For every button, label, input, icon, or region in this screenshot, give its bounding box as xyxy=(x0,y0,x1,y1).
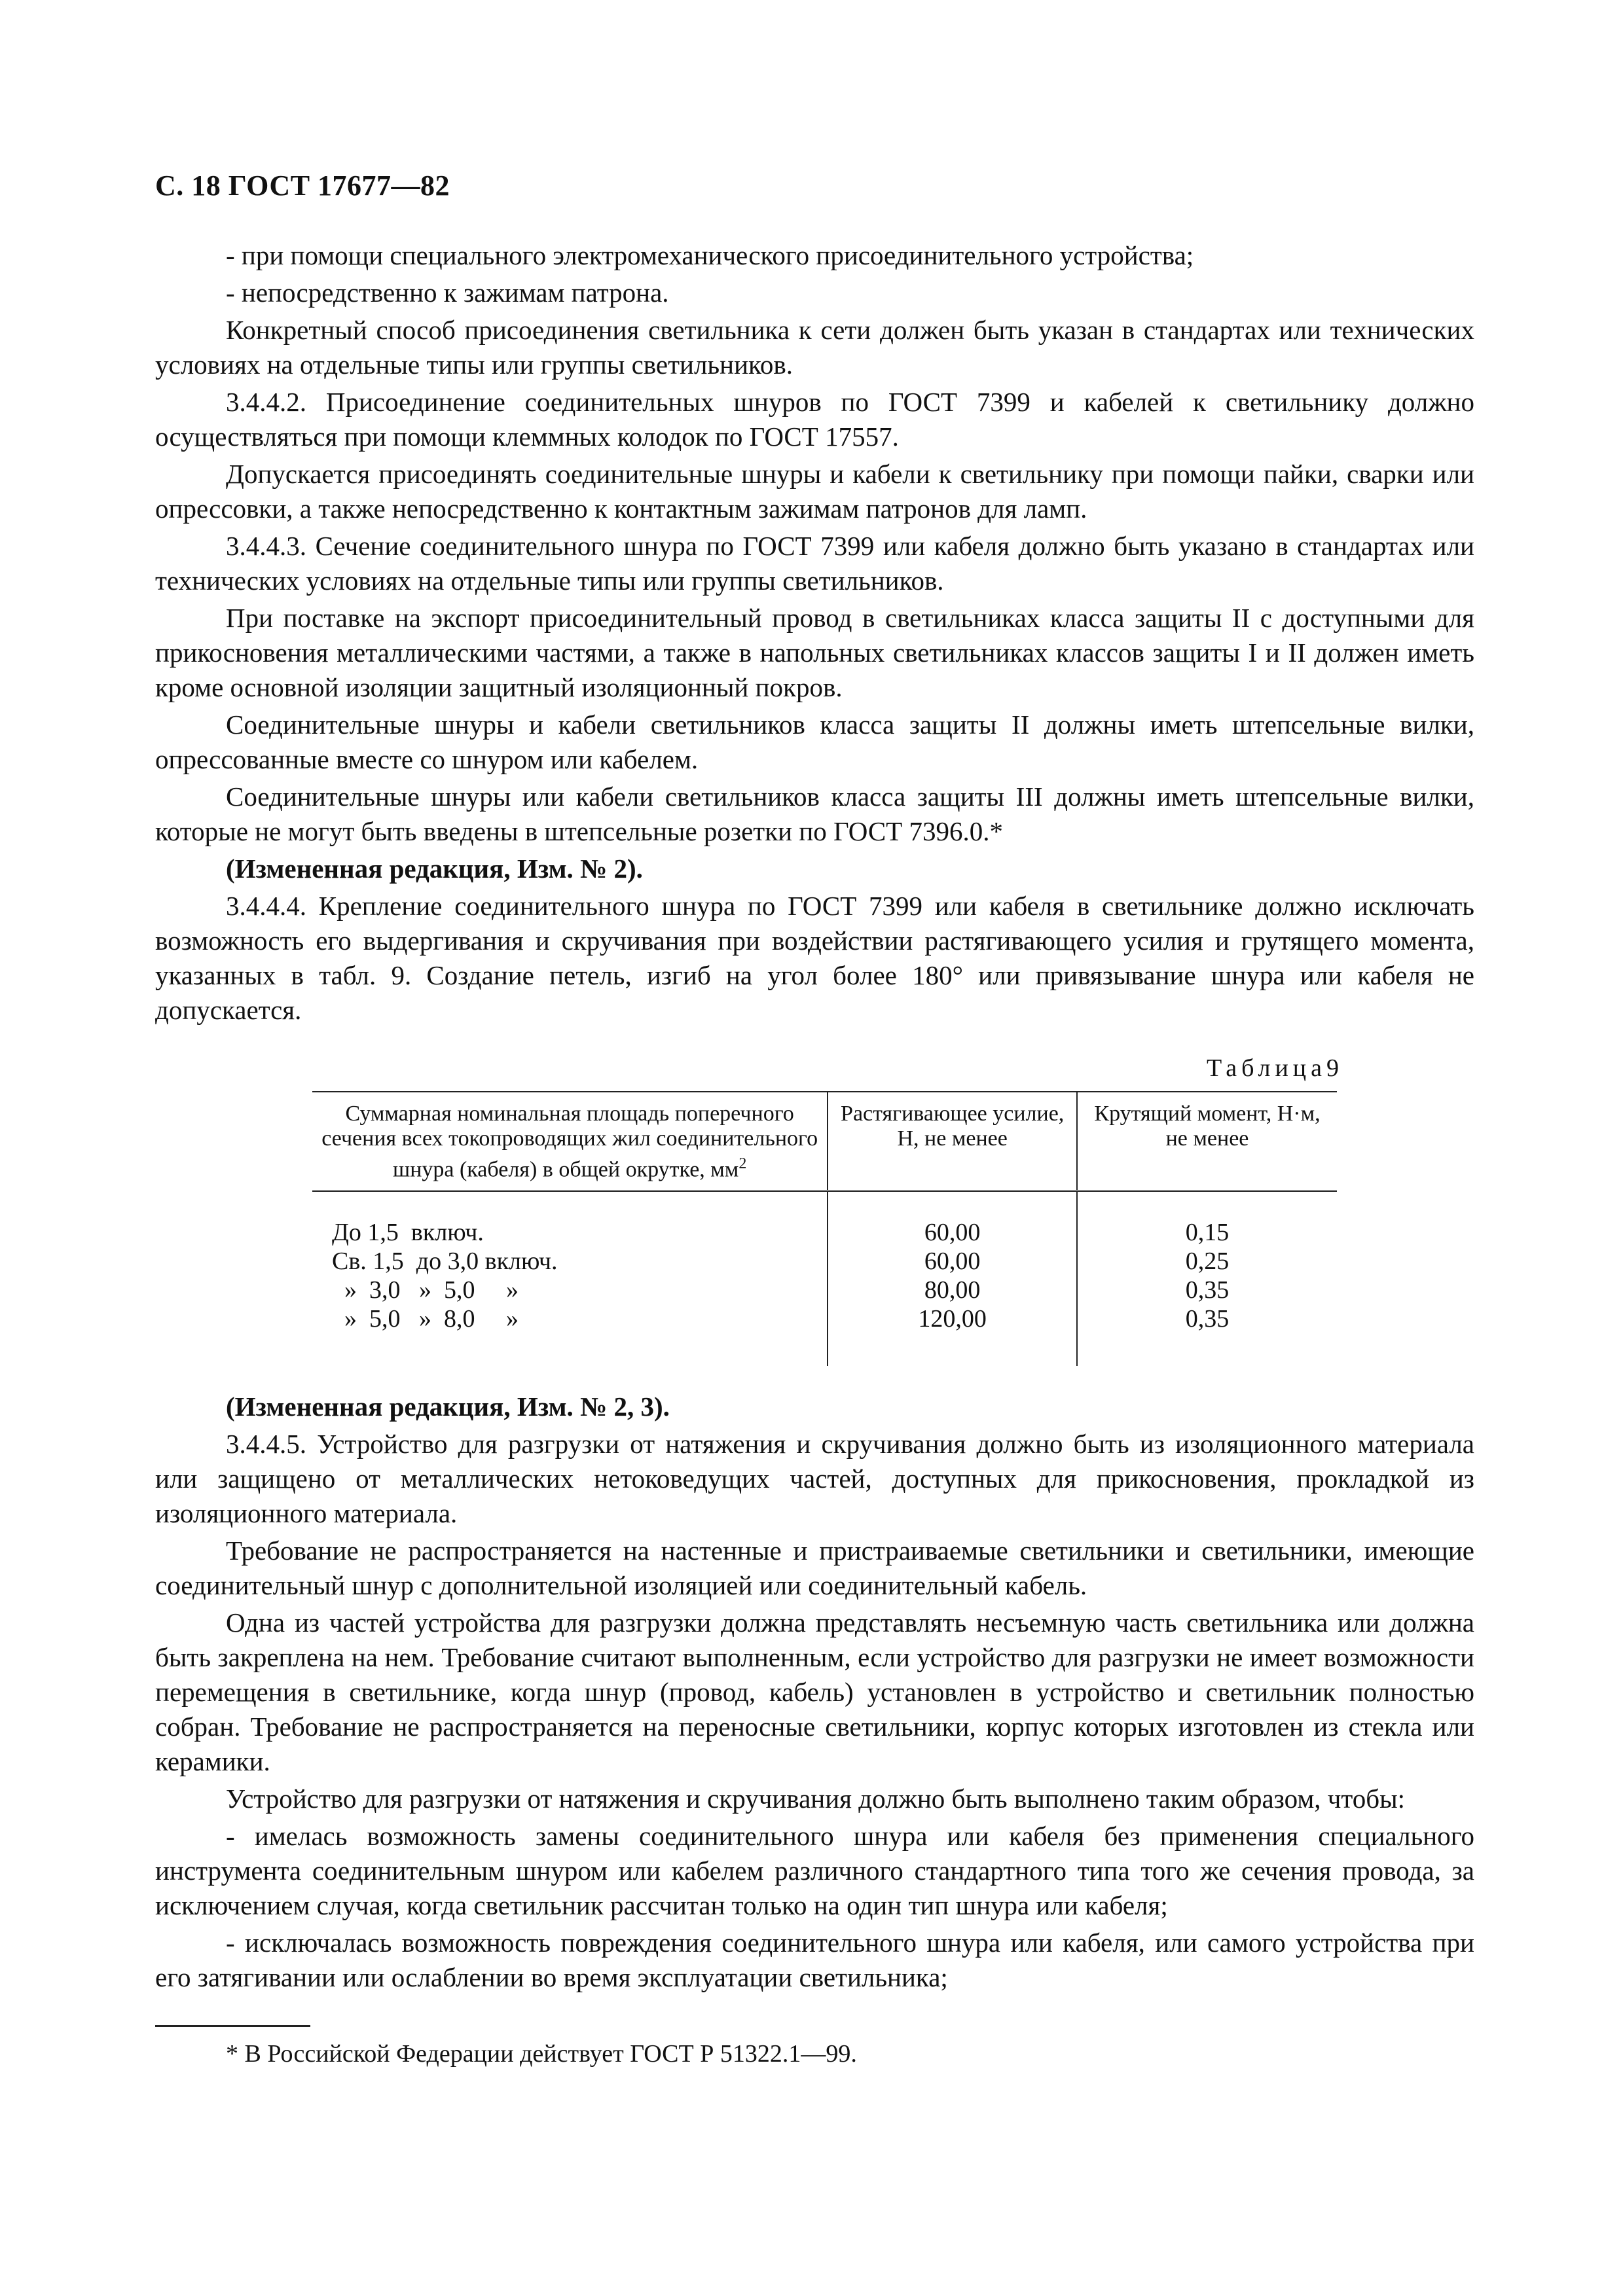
paragraph: Соединительные шнуры или кабели светильников класса защиты III должны иметь штепсельные вилки, которые не могут быть введены в штепсельные розетки по ГОСТ 7396.0.* xyxy=(155,781,1474,846)
page-header: С. 18 ГОСТ 17677—82 xyxy=(155,170,450,202)
table-header-section: Суммарная номинальная площадь поперечного сечения всех токопроводящих жил соединительного шнура (кабеля) в общей окрутке, $мм^2$ xyxy=(312,1092,828,1191)
table-9 xyxy=(312,1091,1337,1366)
paragraph: Конкретный способ присоединения светильника к сети должен быть указан в стандартах или технических условиях на отдельные типы или группы светильников. xyxy=(155,315,1474,380)
amendment-note: (Измененная редакция, Изм. № 2). xyxy=(226,853,643,884)
table-row xyxy=(312,1202,1337,1366)
table-cell-force: 60,00 60,00 80,00 120,00 xyxy=(828,1202,1077,1366)
table-cell-section: До 1,5 включ. Св. 1,5 до 3,0 включ. » 3,0 » 5,0 » » 5,0 » 8,0 » xyxy=(332,1219,558,1333)
paragraph: Устройство для разгрузки от натяжения и скручивания должно быть выполнено таким образом, чтобы: xyxy=(226,1784,1406,1814)
paragraph: Требование не распространяется на настенные и пристраиваемые светильники и светильники, имеющие соединительный шнур с дополнительной изоляцией или соединительный кабель. xyxy=(155,1535,1474,1601)
paragraph: 3.4.4.4. Крепление соединительного шнура по ГОСТ 7399 или кабеля в светильнике должно исключать возможность его выдергивания и скручивания при воздействии растягивающего усилия и грутящего момента, указанных в табл. 9. Создание петель, изгиб на угол более 180° или привязывание шнура или кабеля не допускается. xyxy=(155,891,1474,1025)
footnote: * В Российской Федерации действует ГОСТ Р 51322.1—99. xyxy=(226,2040,857,2068)
paragraph: 3.4.4.5. Устройство для разгрузки от натяжения и скручивания должно быть из изоляционного материала или защищено от металлических нетоковедущих частей, доступных для прикосновения, прокладкой из изоляционного материала. xyxy=(155,1429,1474,1529)
paragraph: Одна из частей устройства для разгрузки должна представлять несъемную часть светильника или должна быть закреплена на нем. Требование считают выполненным, если устройство для разгрузки не имеет возможности перемещения в светильнике, когда шнур (провод, кабель) установлен в устройство и светильник полностью собран. Требование не распространяется на переносные светильники, корпус которых изготовлен из стекла или керамики. xyxy=(155,1607,1474,1777)
amendment-note: (Измененная редакция, Изм. № 2, 3). xyxy=(226,1391,670,1422)
paragraph: - имелась возможность замены соединительного шнура или кабеля без применения специального инструмента соединительным шнуром или кабелем различного стандартного типа того же сечения провода, за исключением случая, когда светильник рассчитан только на один тип шнура или кабеля; xyxy=(155,1821,1474,1921)
paragraph: Допускается присоединять соединительные шнуры и кабели к светильнику при помощи пайки, сварки или опрессовки, а также непосредственно к контактным зажимам патронов для ламп. xyxy=(155,459,1474,524)
table-cell-torque: 0,15 0,25 0,35 0,35 xyxy=(1077,1202,1337,1366)
paragraph: - непосредственно к зажимам патрона. xyxy=(226,278,669,308)
paragraph: При поставке на экспорт присоединительный провод в светильниках класса защиты II с доступными для прикосновения металлическими частями, а также в напольных светильниках классов защиты I и II должен иметь кроме основной изоляции защитный изоляционный покров. xyxy=(155,603,1474,702)
footnote-divider xyxy=(155,2025,310,2027)
table-header-force: Растягивающее усилие, Н, не менее xyxy=(828,1092,1077,1191)
paragraph: 3.4.4.3. Сечение соединительного шнура по ГОСТ 7399 или кабеля должно быть указано в стандартах или технических условиях на отдельные типы или группы светильников. xyxy=(155,531,1474,596)
paragraph: - при помощи специального электромеханического присоединительного устройства; xyxy=(226,240,1194,270)
table-caption: Таблица9 xyxy=(1206,1054,1343,1082)
paragraph: 3.4.4.2. Присоединение соединительных шнуров по ГОСТ 7399 и кабелей к светильнику должно осуществляться при помощи клеммных колодок по ГОСТ 17557. xyxy=(155,387,1474,452)
paragraph: Соединительные шнуры и кабели светильников класса защиты II должны иметь штепсельные вилки, опрессованные вместе со шнуром или кабелем. xyxy=(155,709,1474,774)
paragraph: - исключалась возможность повреждения соединительного шнура или кабеля, или самого устройства при его затягивании или ослаблении во время эксплуатации светильника; xyxy=(155,1928,1474,1993)
document-body xyxy=(155,238,1474,1998)
table-header-torque: Крутящий момент, Н·м, не менее xyxy=(1077,1092,1337,1191)
